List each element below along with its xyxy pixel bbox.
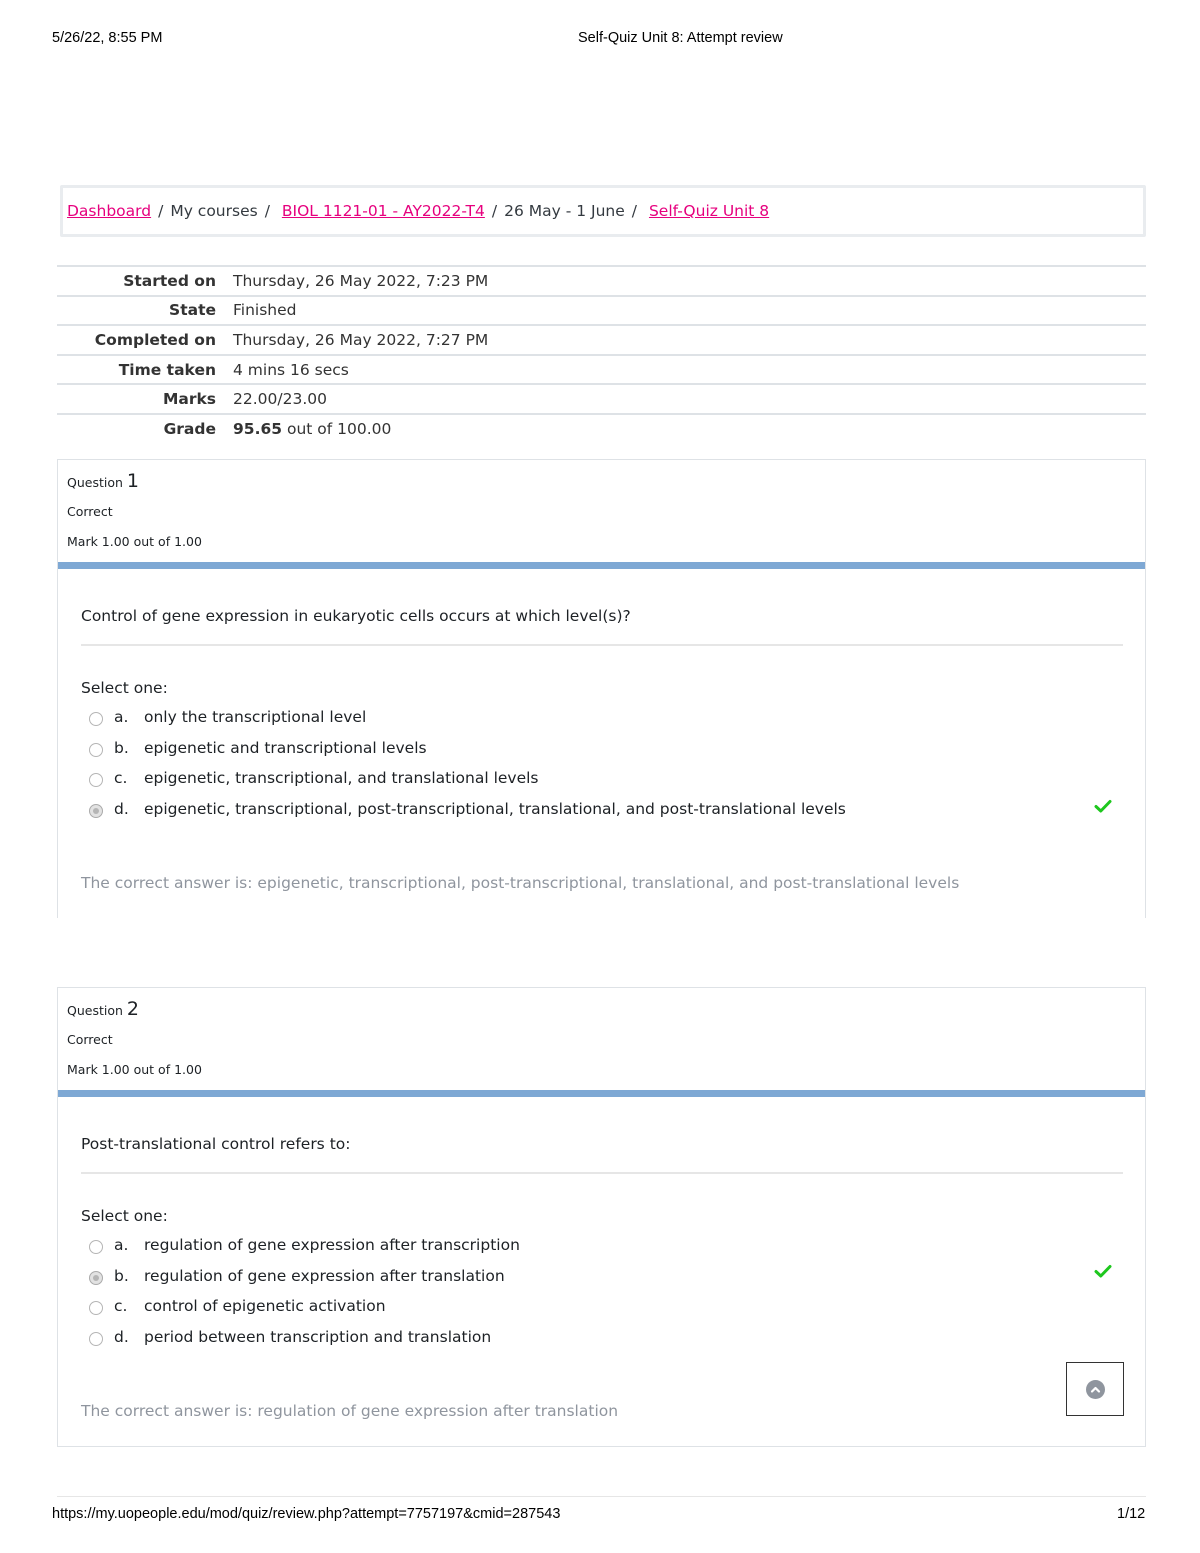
answer-option-b[interactable] bbox=[86, 738, 1116, 769]
print-page-number: 1/12 bbox=[1117, 1506, 1146, 1522]
print-url: https://my.uopeople.edu/mod/quiz/review.php?attempt=7757197&cmid=287543 bbox=[52, 1506, 561, 1522]
question-label: Question bbox=[67, 1003, 123, 1018]
question-state: Correct bbox=[67, 504, 113, 519]
summary-label: Time taken bbox=[118, 360, 216, 379]
answer-list bbox=[86, 707, 1116, 829]
question-text: Control of gene expression in eukaryotic cells occurs at which level(s)? bbox=[81, 607, 631, 625]
summary-label: Grade bbox=[163, 420, 216, 439]
breadcrumb-my-courses: My courses bbox=[170, 202, 258, 220]
radio-button-selected[interactable] bbox=[89, 804, 103, 818]
chevron-up-icon bbox=[1086, 1380, 1105, 1399]
answer-option-a[interactable] bbox=[86, 1235, 1116, 1266]
answer-text: regulation of gene expression after transcription bbox=[144, 1236, 520, 1254]
answer-text: only the transcriptional level bbox=[144, 708, 367, 726]
answer-text: regulation of gene expression after translation bbox=[144, 1266, 505, 1285]
breadcrumb-separator: / bbox=[491, 202, 498, 220]
summary-row-state bbox=[57, 296, 1146, 326]
summary-label: Started on bbox=[123, 271, 216, 290]
breadcrumb-separator: / bbox=[158, 202, 164, 220]
print-datetime: 5/26/22, 8:55 PM bbox=[52, 30, 163, 46]
summary-label: Completed on bbox=[94, 330, 216, 349]
radio-button[interactable] bbox=[89, 712, 103, 726]
answer-list bbox=[86, 1235, 1116, 1357]
attempt-summary-table bbox=[57, 265, 1146, 444]
answer-text: period between transcription and translation bbox=[144, 1327, 492, 1346]
radio-button[interactable] bbox=[89, 743, 103, 757]
answer-letter: c. bbox=[114, 769, 128, 788]
answer-option-d[interactable] bbox=[86, 1327, 1116, 1358]
breadcrumb-separator: / bbox=[631, 202, 638, 220]
question-text: Post-translational control refers to: bbox=[81, 1135, 351, 1153]
summary-value: 4 mins 16 secs bbox=[233, 360, 349, 379]
answer-option-b[interactable] bbox=[86, 1266, 1116, 1297]
question-content bbox=[58, 562, 1145, 852]
answer-letter: d. bbox=[114, 799, 129, 818]
answer-letter: c. bbox=[114, 1297, 128, 1316]
print-header bbox=[0, 30, 1200, 50]
question-mark: Mark 1.00 out of 1.00 bbox=[67, 534, 202, 549]
summary-label: State bbox=[169, 301, 216, 320]
question-content bbox=[58, 1090, 1145, 1380]
breadcrumb-quiz-link[interactable]: Self-Quiz Unit 8 bbox=[648, 202, 770, 220]
footer-divider bbox=[57, 1496, 1146, 1497]
summary-value bbox=[233, 414, 1146, 444]
answer-letter: d. bbox=[114, 1327, 129, 1346]
correct-answer-feedback: The correct answer is: regulation of gene expression after translation bbox=[81, 1402, 619, 1420]
radio-button[interactable] bbox=[89, 1301, 103, 1315]
summary-row-grade bbox=[57, 414, 1146, 444]
question-info bbox=[58, 988, 1145, 1091]
question-2 bbox=[57, 987, 1146, 1447]
summary-row-started bbox=[57, 266, 1146, 296]
grade-suffix: out of 100.00 bbox=[286, 420, 392, 439]
answer-option-c[interactable] bbox=[86, 1296, 1116, 1327]
breadcrumb-dashboard-link[interactable]: Dashboard bbox=[67, 202, 152, 220]
divider bbox=[81, 1172, 1123, 1174]
answer-text: epigenetic, transcriptional, and translational levels bbox=[144, 769, 539, 788]
answer-option-c[interactable] bbox=[86, 768, 1116, 799]
radio-button[interactable] bbox=[89, 773, 103, 787]
breadcrumb-separator: / bbox=[264, 202, 270, 220]
radio-button-selected[interactable] bbox=[89, 1271, 103, 1285]
question-label: Question bbox=[67, 475, 123, 490]
question-number: 1 bbox=[126, 470, 139, 492]
answer-letter: b. bbox=[114, 738, 129, 757]
question-info bbox=[58, 460, 1145, 563]
check-icon bbox=[1094, 797, 1112, 815]
correct-answer-feedback: The correct answer is: epigenetic, transcriptional, post-transcriptional, translational, and post-translational levels bbox=[81, 874, 960, 892]
breadcrumb-week: 26 May - 1 June bbox=[504, 202, 625, 220]
summary-row-marks bbox=[57, 384, 1146, 414]
summary-label: Marks bbox=[162, 390, 216, 409]
breadcrumb bbox=[60, 185, 1146, 237]
question-1 bbox=[57, 459, 1146, 918]
answer-letter: b. bbox=[114, 1266, 129, 1285]
answer-text: epigenetic, transcriptional, post-transcriptional, translational, and post-translational levels bbox=[144, 799, 846, 818]
answer-text: control of epigenetic activation bbox=[144, 1297, 386, 1316]
summary-value: Finished bbox=[233, 301, 297, 320]
radio-button[interactable] bbox=[89, 1240, 103, 1254]
answer-option-a[interactable] bbox=[86, 707, 1116, 738]
question-number: 2 bbox=[126, 998, 139, 1020]
answer-text: epigenetic and transcriptional levels bbox=[144, 738, 427, 757]
radio-button[interactable] bbox=[89, 1332, 103, 1346]
answer-letter: a. bbox=[114, 1236, 129, 1254]
question-mark: Mark 1.00 out of 1.00 bbox=[67, 1062, 202, 1077]
answer-option-d[interactable] bbox=[86, 799, 1116, 830]
summary-value: 22.00/23.00 bbox=[233, 390, 327, 409]
print-page-title: Self-Quiz Unit 8: Attempt review bbox=[578, 30, 783, 46]
question-state: Correct bbox=[67, 1032, 113, 1047]
select-one-prompt: Select one: bbox=[81, 679, 168, 697]
grade-value: 95.65 bbox=[233, 420, 283, 439]
scroll-to-top-button[interactable] bbox=[1066, 1362, 1124, 1416]
summary-value: Thursday, 26 May 2022, 7:23 PM bbox=[233, 271, 489, 290]
summary-row-time bbox=[57, 355, 1146, 385]
select-one-prompt: Select one: bbox=[81, 1207, 168, 1225]
answer-letter: a. bbox=[114, 708, 129, 726]
summary-value: Thursday, 26 May 2022, 7:27 PM bbox=[233, 330, 489, 349]
divider bbox=[81, 644, 1123, 646]
summary-row-completed bbox=[57, 325, 1146, 355]
check-icon bbox=[1094, 1262, 1112, 1280]
breadcrumb-course-link[interactable]: BIOL 1121-01 - AY2022-T4 bbox=[281, 202, 485, 220]
